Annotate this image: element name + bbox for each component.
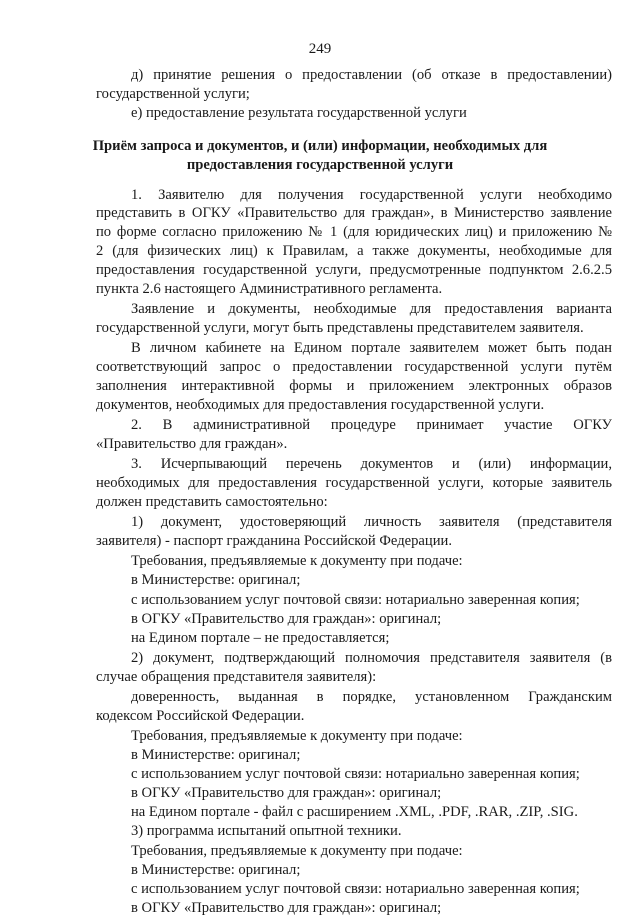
text-line: Требования, предъявляемые к документу при подаче: — [131, 553, 463, 569]
text-line: Требования, предъявляемые к документу при подаче: — [131, 728, 463, 744]
text-line: 2. В административной процедуре принимает участие ОГКУ — [131, 417, 612, 433]
text-line: должен представить самостоятельно: — [96, 494, 328, 510]
text-line: 3) программа испытаний опытной техники. — [131, 823, 402, 839]
text-line: представить в ОГКУ «Правительство для граждан», в Министерство заявление — [96, 205, 612, 221]
text-line: 3. Исчерпывающий перечень документов и (или) информации, — [131, 456, 612, 472]
text-line: с использованием услуг почтовой связи: нотариально заверенная копия; — [131, 766, 580, 782]
text-line: Заявление и документы, необходимые для предоставления варианта — [131, 301, 612, 317]
text-line: д) принятие решения о предоставлении (об отказе в предоставлении) — [131, 67, 612, 83]
text-line: в Министерстве: оригинал; — [131, 572, 301, 588]
text-line: 1) документ, удостоверяющий личность заявителя (представителя — [131, 514, 612, 530]
text-line: кодексом Российской Федерации. — [96, 708, 305, 724]
text-line: документов, необходимых для предоставления государственной услуги. — [96, 397, 545, 413]
text-line: по форме согласно приложению № 1 (для юридических лиц) и приложению № — [96, 224, 612, 240]
text-line: с использованием услуг почтовой связи: нотариально заверенная копия; — [131, 881, 580, 897]
text-line: случае обращения представителя заявителя): — [96, 669, 377, 685]
text-line: Требования, предъявляемые к документу при подаче: — [131, 843, 463, 859]
text-line: в Министерстве: оригинал; — [131, 747, 301, 763]
text-line: доверенность, выданная в порядке, установленном Гражданским — [131, 689, 612, 705]
section-heading: предоставления государственной услуги — [186, 157, 454, 173]
text-line: 1. Заявителю для получения государственной услуги необходимо — [131, 187, 612, 203]
text-line: государственной услуги; — [96, 86, 250, 102]
text-line: на Едином портале - файл с расширением .XML, .PDF, .RAR, .ZIP, .SIG. — [131, 804, 578, 820]
text-line: е) предоставление результата государственной услуги — [131, 105, 467, 121]
section-heading: Приём запроса и документов, и (или) информации, необходимых для — [92, 138, 548, 154]
text-line: в ОГКУ «Правительство для граждан»: оригинал; — [131, 785, 442, 801]
text-line: в ОГКУ «Правительство для граждан»: оригинал; — [131, 900, 442, 916]
text-line: 2 (для физических лиц) к Правилам, а также документы, необходимые для — [96, 243, 612, 259]
text-line: необходимых для предоставления государственной услуги, которые заявитель — [96, 475, 612, 491]
text-line: на Едином портале – не предоставляется; — [131, 630, 390, 646]
text-line: предоставления государственной услуги, предусмотренные подпунктом 2.6.2.5 — [96, 262, 612, 278]
text-line: в ОГКУ «Правительство для граждан»: оригинал; — [131, 611, 442, 627]
text-line: В личном кабинете на Едином портале заявителем может быть подан — [131, 340, 612, 356]
text-line: государственной услуги, могут быть представлены представителем заявителя. — [96, 320, 584, 336]
text-line: «Правительство для граждан». — [96, 436, 288, 452]
text-line: пункта 2.6 настоящего Административного регламента. — [96, 281, 443, 297]
page-number: 249 — [308, 41, 332, 57]
text-line: заявителя) - паспорт гражданина Российской Федерации. — [96, 533, 452, 549]
text-line: в Министерстве: оригинал; — [131, 862, 301, 878]
text-line: с использованием услуг почтовой связи: нотариально заверенная копия; — [131, 592, 580, 608]
text-line: 2) документ, подтверждающий полномочия представителя заявителя (в — [131, 650, 612, 666]
text-line: соответствующий запрос о предоставлении государственной услуги путём — [96, 359, 612, 375]
text-line: заполнения интерактивной формы и приложением электронных образов — [96, 378, 612, 394]
